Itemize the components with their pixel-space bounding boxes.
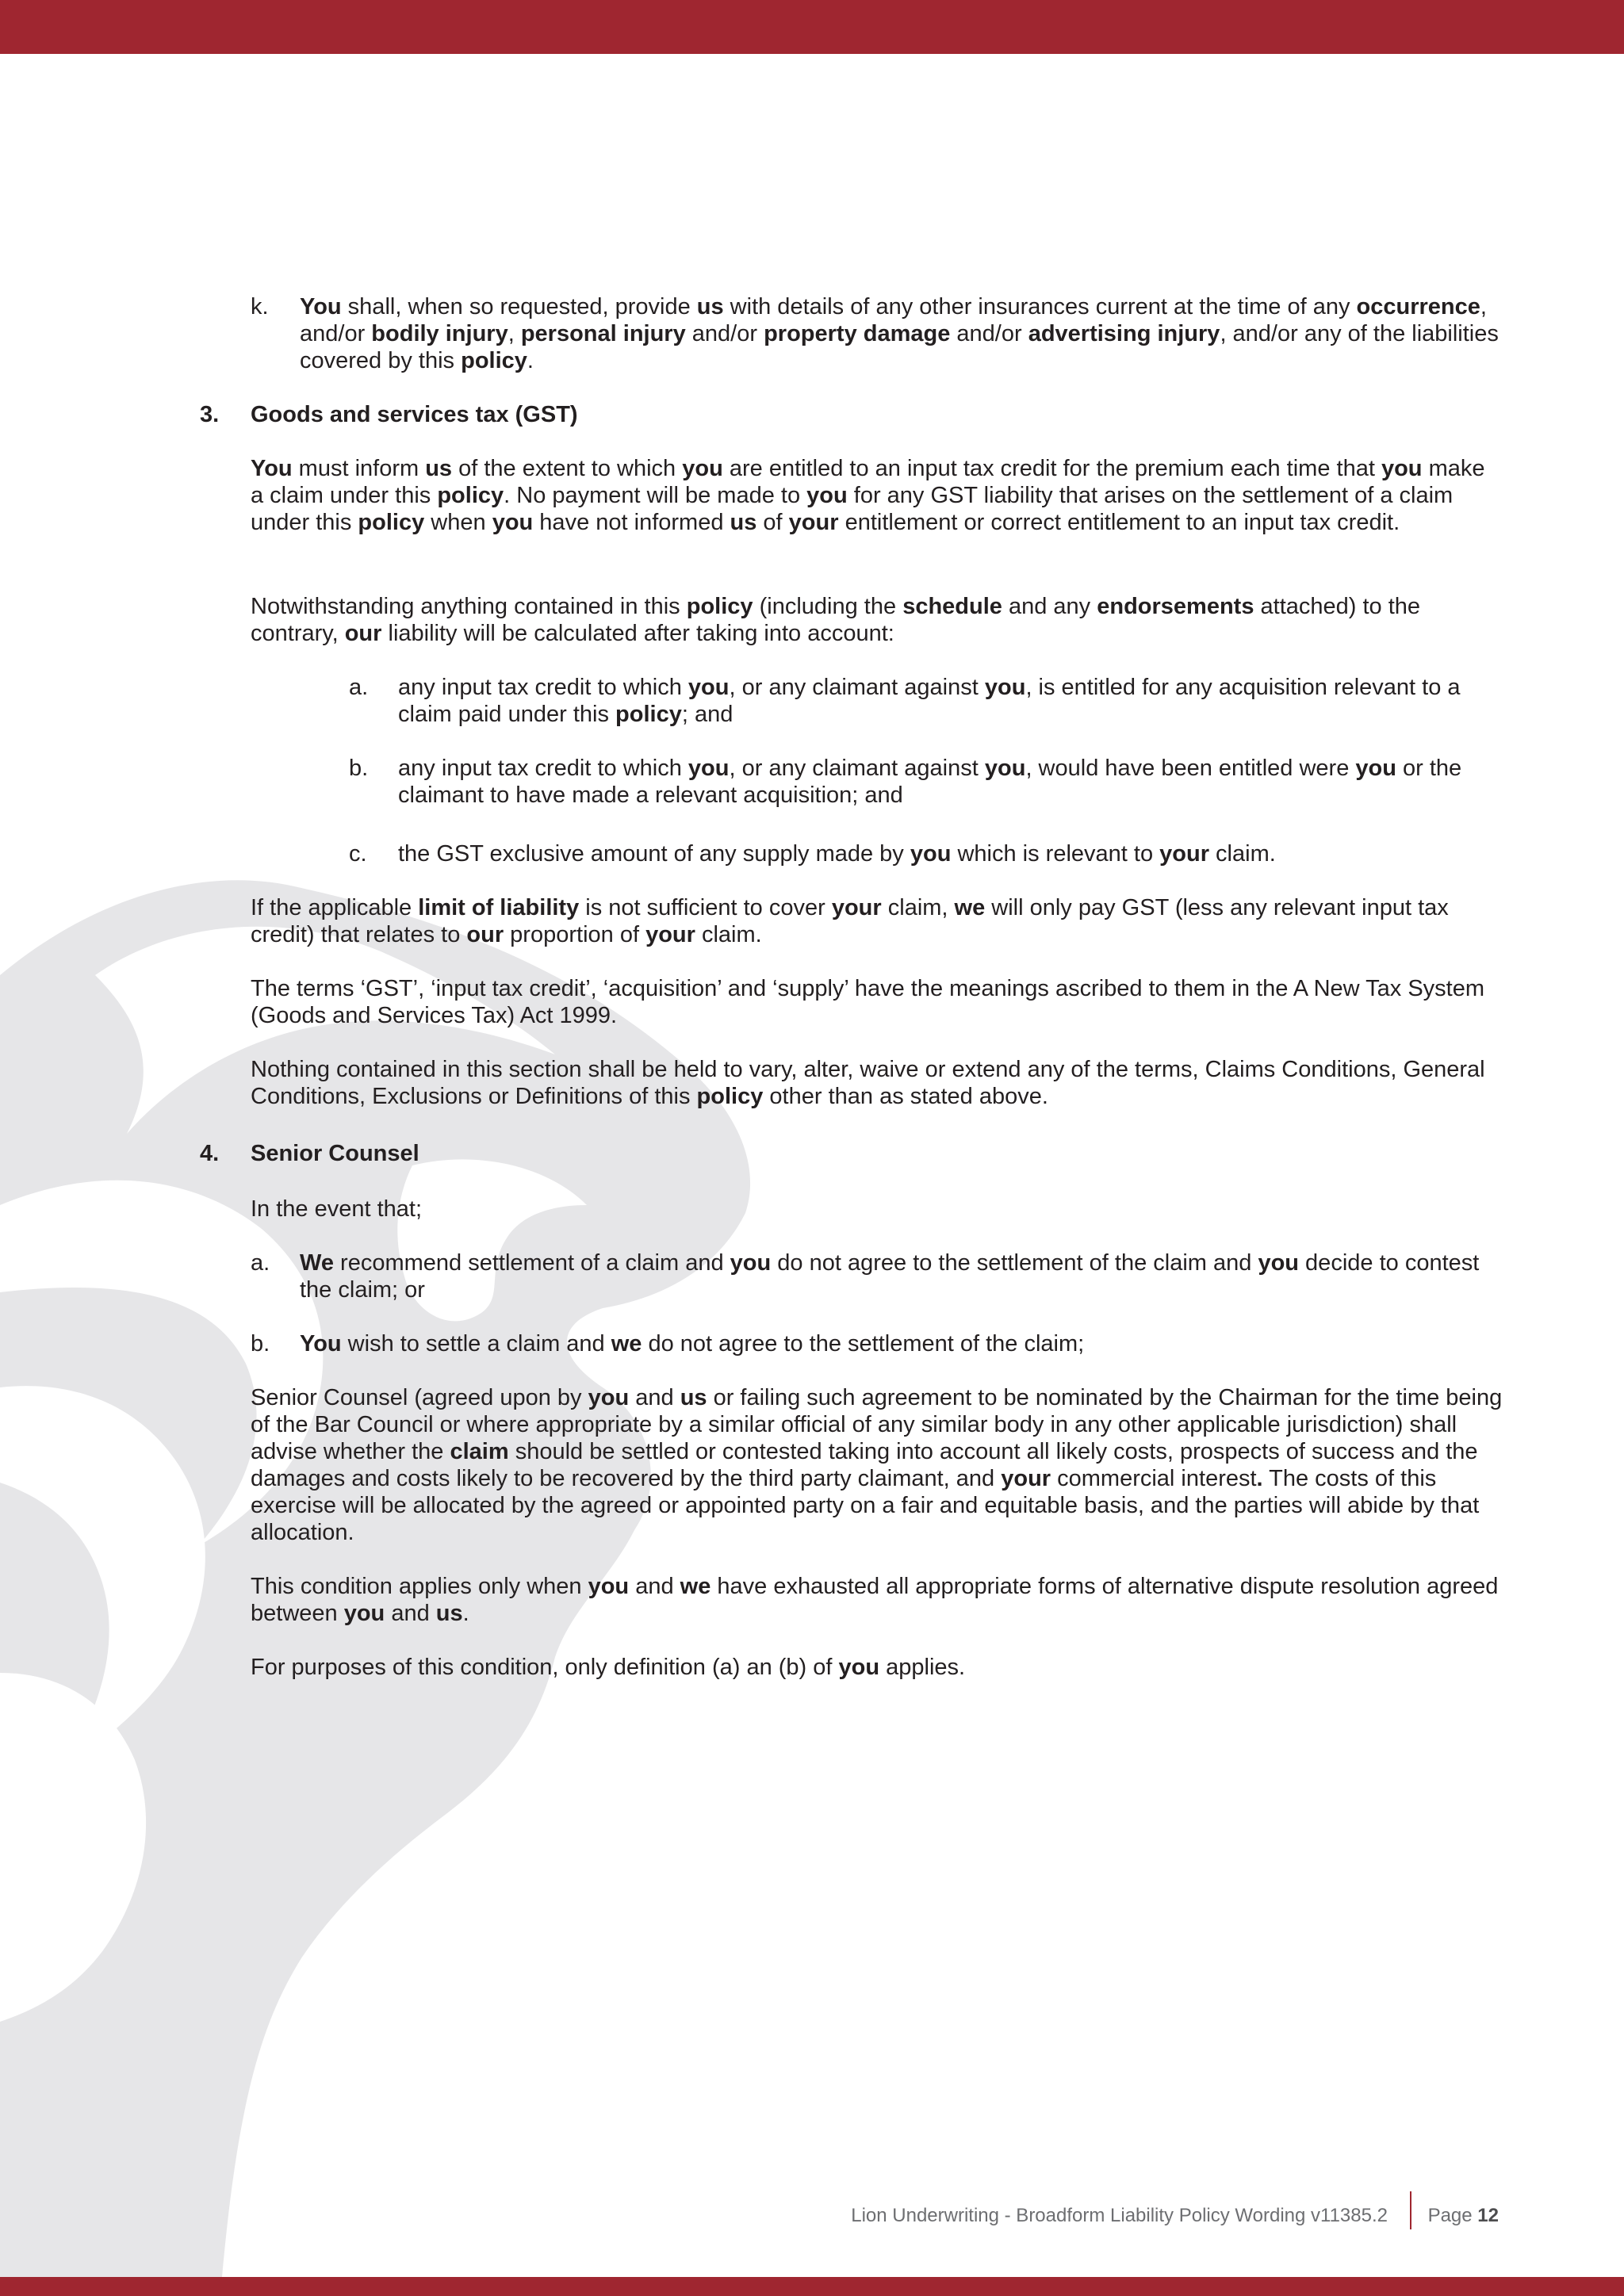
item-k-text: You shall, when so requested, provide us with details of any other insurances current at the time of any occurrence, and/or bodily injury, personal injury and/or property damage and/or advertising injury, and/or any of the liabilities covered by this policy. bbox=[300, 294, 1499, 373]
footer-page-number: Page 12 bbox=[1427, 2205, 1499, 2226]
list-marker: k. bbox=[251, 294, 269, 320]
gst-item-c: the GST exclusive amount of any supply made by you which is relevant to your claim. bbox=[398, 841, 1276, 867]
senior-counsel-intro: In the event that; bbox=[251, 1196, 423, 1222]
gst-paragraph-5: Nothing contained in this section shall be held to vary, alter, waive or extend any of the terms, Claims Conditions, General Conditions, Exclusions or Definitions of this policy other than as stated above. bbox=[251, 1057, 1485, 1109]
section-heading-senior-counsel: Senior Counsel bbox=[251, 1141, 419, 1166]
list-marker: a. bbox=[349, 675, 369, 700]
list-marker: b. bbox=[349, 756, 369, 781]
top-brand-band bbox=[0, 0, 1624, 54]
gst-paragraph-1: You must inform us of the extent to which you are entitled to an input tax credit for the premium each time that you make a claim under this policy. No payment will be made to you for any GST liability that arises on the settlement of a claim under this policy when you have not informed us of your entitlement or correct entitlement to an input tax credit. bbox=[251, 456, 1485, 535]
list-marker: a. bbox=[251, 1250, 270, 1276]
footer-divider bbox=[1410, 2191, 1411, 2229]
lion-watermark-icon bbox=[0, 832, 793, 2277]
bottom-brand-band bbox=[0, 2277, 1624, 2296]
section-number: 4. bbox=[200, 1141, 220, 1166]
gst-paragraph-2: Notwithstanding anything contained in this policy (including the schedule and any endorsements attached) to the contrary, our liability will be calculated after taking into account: bbox=[251, 594, 1421, 646]
senior-counsel-item-b: You wish to settle a claim and we do not agree to the settlement of the claim; bbox=[300, 1331, 1085, 1357]
page-footer bbox=[851, 2202, 1499, 2234]
gst-item-b: any input tax credit to which you, or any claimant against you, would have been entitled were you or the claimant to have made a relevant acquisition; and bbox=[398, 756, 1462, 808]
gst-paragraph-4: The terms ‘GST’, ‘input tax credit’, ‘acquisition’ and ‘supply’ have the meanings ascribed to them in the A New Tax System (Goods and Services Tax) Act 1999. bbox=[251, 976, 1485, 1028]
footer-document-title: Lion Underwriting - Broadform Liability Policy Wording v11385.2 bbox=[851, 2205, 1388, 2226]
senior-counsel-paragraph-2: This condition applies only when you and we have exhausted all appropriate forms of alternative dispute resolution agreed between you and us. bbox=[251, 1574, 1499, 1626]
list-marker: c. bbox=[349, 841, 367, 867]
section-heading-gst: Goods and services tax (GST) bbox=[251, 402, 578, 427]
gst-item-a: any input tax credit to which you, or any claimant against you, is entitled for any acquisition relevant to a claim paid under this policy; and bbox=[398, 675, 1461, 727]
list-marker: b. bbox=[251, 1331, 270, 1357]
senior-counsel-item-a: We recommend settlement of a claim and you do not agree to the settlement of the claim and you decide to contest the claim; or bbox=[300, 1250, 1480, 1303]
section-number: 3. bbox=[200, 402, 220, 427]
gst-paragraph-3: If the applicable limit of liability is not sufficient to cover your claim, we will only pay GST (less any relevant input tax credit) that relates to our proportion of your claim. bbox=[251, 895, 1449, 947]
senior-counsel-paragraph-1: Senior Counsel (agreed upon by you and us or failing such agreement to be nominated by the Chairman for the time being of the Bar Council or where appropriate by a similar official of any similar body in any other applicable jurisdiction) shall advise whether the claim should be settled or contested taking into account all likely costs, prospects of success and the damages and costs likely to be recovered by the third party claimant, and your commercial interest. The costs of this exercise will be allocated by the agreed or appointed party on a fair and equitable basis, and the parties will abide by that allocation. bbox=[251, 1385, 1503, 1545]
senior-counsel-paragraph-3: For purposes of this condition, only definition (a) an (b) of you applies. bbox=[251, 1655, 966, 1680]
